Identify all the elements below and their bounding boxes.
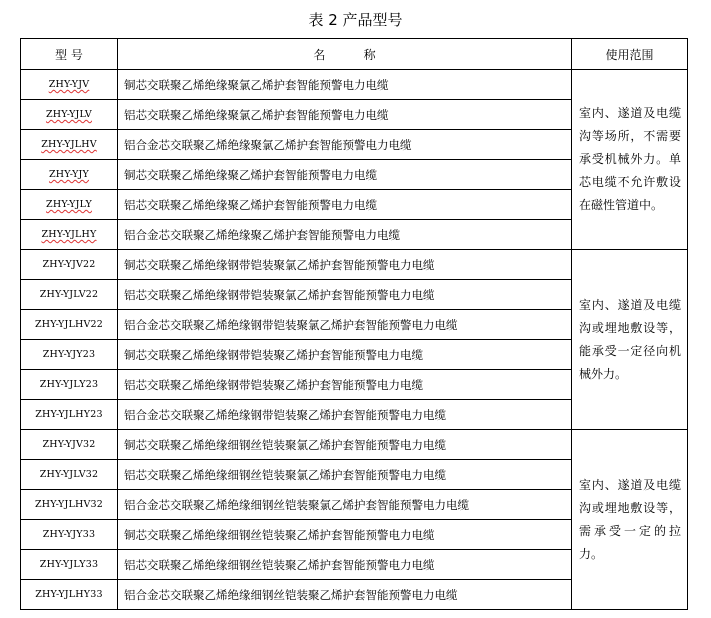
model-cell: ZHY-YJY23: [21, 340, 118, 370]
scope-cell: 室内、遂道及电缆沟等场所，不需要承受机械外力。单芯电缆不允许敷设在磁性管道中。: [572, 70, 688, 250]
model-cell: [21, 70, 118, 100]
model-cell: ZHY-YJY33: [21, 520, 118, 550]
table-row: [21, 430, 688, 460]
table-row: [21, 70, 688, 100]
model-cell: ZHY-YJLHY33: [21, 580, 118, 610]
model-code: ZHY-YJLHV: [41, 139, 97, 150]
model-cell: [21, 160, 118, 190]
model-cell: ZHY-YJLHY23: [21, 400, 118, 430]
model-cell: ZHY-YJV32: [21, 430, 118, 460]
name-cell: 铜芯交联聚乙烯绝缘钢带铠装聚氯乙烯护套智能预警电力电缆: [118, 250, 572, 280]
name-cell: 铜芯交联聚乙烯绝缘细钢丝铠装聚氯乙烯护套智能预警电力电缆: [118, 430, 572, 460]
name-cell: 铜芯交联聚乙烯绝缘细钢丝铠装聚乙烯护套智能预警电力电缆: [118, 520, 572, 550]
header-scope: 使用范围: [572, 39, 688, 70]
model-cell: [21, 130, 118, 160]
name-cell: 铝芯交联聚乙烯绝缘细钢丝铠装聚乙烯护套智能预警电力电缆: [118, 550, 572, 580]
header-model: 型 号: [21, 39, 118, 70]
model-cell: [21, 100, 118, 130]
scope-cell: 室内、遂道及电缆沟或埋地敷设等，能承受一定径向机械外力。: [572, 250, 688, 430]
name-cell: 铝芯交联聚乙烯绝缘钢带铠装聚乙烯护套智能预警电力电缆: [118, 370, 572, 400]
model-code: ZHY-YJLV: [45, 109, 92, 120]
model-cell: ZHY-YJV22: [21, 250, 118, 280]
name-cell: 铜芯交联聚乙烯绝缘聚氯乙烯护套智能预警电力电缆: [118, 70, 572, 100]
name-cell: 铝芯交联聚乙烯绝缘聚乙烯护套智能预警电力电缆: [118, 190, 572, 220]
model-cell: ZHY-YJLY33: [21, 550, 118, 580]
model-code: ZHY-YJLY: [46, 199, 92, 210]
table-caption: 表 2 产品型号: [308, 11, 403, 29]
header-name: 名 称: [118, 39, 572, 70]
name-cell: 铝合金芯交联聚乙烯绝缘聚氯乙烯护套智能预警电力电缆: [118, 130, 572, 160]
name-cell: 铝芯交联聚乙烯绝缘聚氯乙烯护套智能预警电力电缆: [118, 100, 572, 130]
name-cell: 铝芯交联聚乙烯绝缘钢带铠装聚氯乙烯护套智能预警电力电缆: [118, 280, 572, 310]
model-cell: ZHY-YJLHV22: [21, 310, 118, 340]
name-cell: 铝芯交联聚乙烯绝缘细钢丝铠装聚氯乙烯护套智能预警电力电缆: [118, 460, 572, 490]
model-cell: [21, 220, 118, 250]
scope-cell: 室内、遂道及电缆沟或埋地敷设等，需承受一定的拉力。: [572, 430, 688, 610]
model-cell: ZHY-YJLHV32: [21, 490, 118, 520]
model-cell: ZHY-YJLV32: [21, 460, 118, 490]
model-cell: ZHY-YJLV22: [21, 280, 118, 310]
name-cell: 铝合金芯交联聚乙烯绝缘钢带铠装聚氯乙烯护套智能预警电力电缆: [118, 310, 572, 340]
name-cell: 铜芯交联聚乙烯绝缘钢带铠装聚乙烯护套智能预警电力电缆: [118, 340, 572, 370]
name-cell: 铜芯交联聚乙烯绝缘聚乙烯护套智能预警电力电缆: [118, 160, 572, 190]
product-model-table: [20, 38, 688, 610]
table-body: [21, 70, 688, 610]
name-cell: 铝合金芯交联聚乙烯绝缘细钢丝铠装聚氯乙烯护套智能预警电力电缆: [118, 490, 572, 520]
name-cell: 铝合金芯交联聚乙烯绝缘聚乙烯护套智能预警电力电缆: [118, 220, 572, 250]
name-cell: 铝合金芯交联聚乙烯绝缘钢带铠装聚乙烯护套智能预警电力电缆: [118, 400, 572, 430]
model-code: ZHY-YJLHY: [41, 229, 97, 240]
name-cell: 铝合金芯交联聚乙烯绝缘细钢丝铠装聚乙烯护套智能预警电力电缆: [118, 580, 572, 610]
model-code: ZHY-YJV: [48, 79, 90, 90]
model-cell: ZHY-YJLY23: [21, 370, 118, 400]
model-code: ZHY-YJY: [48, 169, 90, 180]
table-row: [21, 250, 688, 280]
header-row: [21, 39, 688, 70]
model-cell: [21, 190, 118, 220]
